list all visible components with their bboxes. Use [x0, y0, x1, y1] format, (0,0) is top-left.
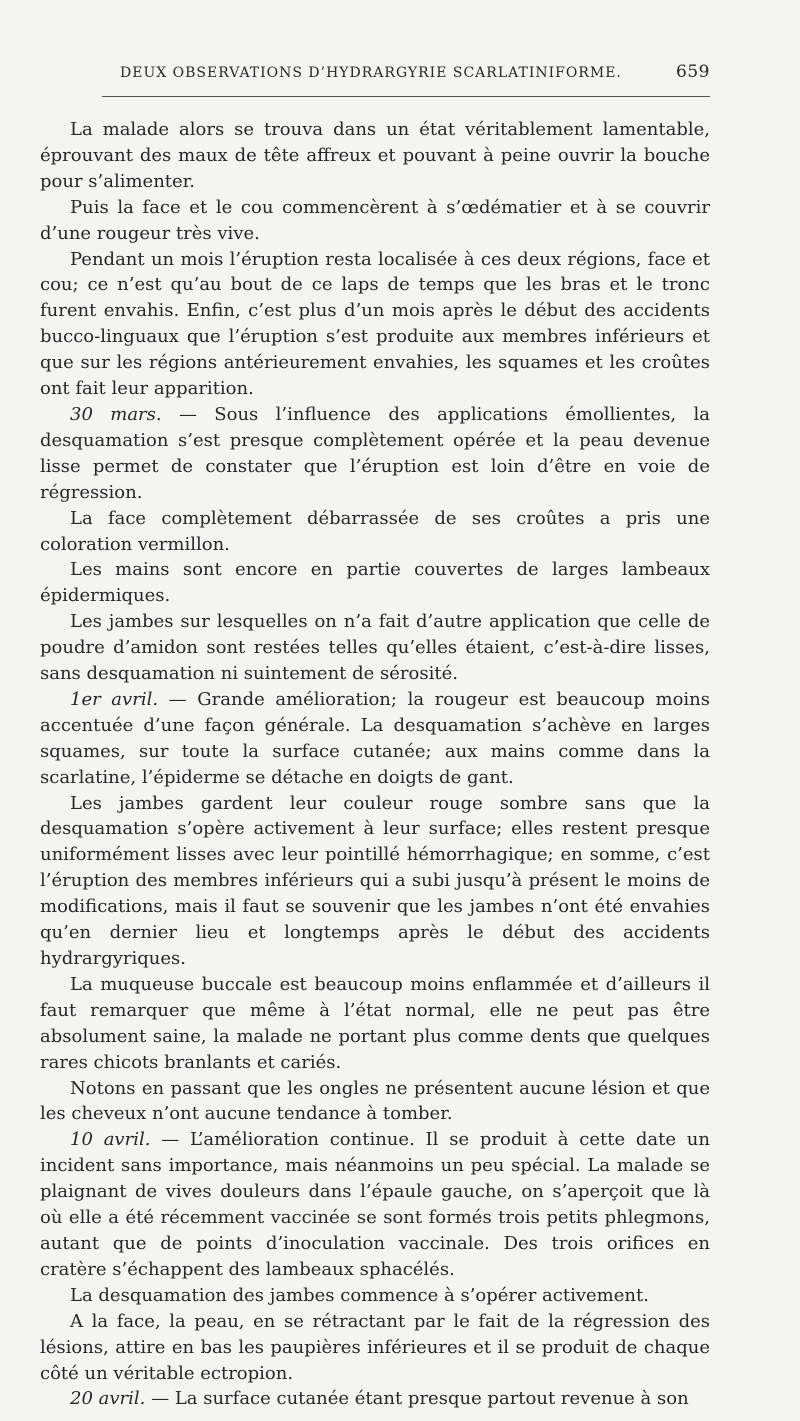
paragraph: Les mains sont encore en partie couvertes de larges lambeaux épidermiques. [40, 559, 710, 607]
paragraph: La malade alors se trouva dans un état véritablement lamentable, éprouvant des maux de tête affreux et pouvant à peine ouvrir la bouche pour s’alimenter. [40, 119, 710, 192]
paragraph: 1er avril. — Grande amélioration; la rougeur est beaucoup moins accentuée d’une façon générale. La desquamation s’achève en larges squames, sur toute la surface cutanée; aux mains comme dans la scarlatine, l’épiderme se détache en doigts de gant. [40, 688, 711, 788]
paragraph: 20 avril. — La surface cutanée étant presque partout revenue à son [70, 1388, 689, 1410]
entry-date: 10 avril. [70, 1129, 151, 1151]
paragraph: A la face, la peau, en se rétractant par le fait de la régression des lésions, attire en bas les paupières inférieures et il se produit de chaque côté un véritable ectropion. [40, 1310, 710, 1384]
paragraph: Les jambes sur lesquelles on n’a fait d’autre application que celle de poudre d’amidon sont restées telles qu’elles étaient, c’est-à-dire lisses, sans desquamation ni suintement de sérosité. [40, 611, 710, 685]
page-number: 659 [676, 62, 710, 82]
paragraph: Les jambes gardent leur couleur rouge sombre sans que la desquamation s’opère activement à leur surface; elles restent presque uniformément lisses avec leur pointillé hémorrhagique; en somme, c’est l’éruption des membres inférieurs qui a subi jusqu’à présent le moins de modifications, mais il faut se souvenir que les jambes n’ont été envahies qu’en dernier lieu et longtemps après le début des accidents hydrargyriques. [40, 792, 710, 969]
paragraph: La muqueuse buccale est beaucoup moins enflammée et d’ailleurs il faut remarquer que même à l’état normal, elle ne peut pas être absolument saine, la malade ne portant plus comme dents que quelques rares chicots branlants et cariés. [40, 973, 710, 1073]
entry-date: 20 avril. [70, 1388, 146, 1410]
paragraph: La desquamation des jambes commence à s’opérer activement. [70, 1284, 649, 1306]
header-title: DEUX OBSERVATIONS D’HYDRARGYRIE SCARLATINIFORME. [120, 65, 622, 81]
paragraph: Pendant un mois l’éruption resta localisée à ces deux régions, face et cou; ce n’est qu’au bout de ce laps de temps que les bras et le tronc furent envahis. Enfin, c’est plus d’un mois après le début des accidents bucco-linguaux que l’éruption s’est produite aux membres inférieurs et que sur les régions antérieurement envahies, les squames et les croûtes ont fait leur apparition. [40, 248, 710, 400]
header-rule [102, 96, 710, 97]
paragraph: 10 avril. — L’amélioration continue. Il se produit à cette date un incident sans importance, mais néanmoins un peu spécial. La malade se plaignant de vives douleurs dans l’épaule gauche, on s’aperçoit que là où elle a été récemment vaccinée se sont formés trois petits phlegmons, autant que de points d’inoculation vaccinale. Des trois orifices en cratère s’échappent des lambeaux sphacélés. [40, 1129, 710, 1280]
paragraph: Puis la face et le cou commencèrent à s’œdématier et à se couvrir d’une rougeur très vive. [40, 196, 710, 244]
entry-date: 1er avril. [70, 688, 159, 710]
body-text [40, 117, 710, 1412]
paragraph: 30 mars. — Sous l’influence des applications émollientes, la desquamation s’est presque complètement opérée et la peau devenue lisse permet de constater que l’éruption est loin d’être en voie de régression. [40, 403, 710, 503]
paragraph: La face complètement débarrassée de ses croûtes a pris une coloration vermillon. [40, 507, 710, 555]
entry-date: 30 mars. [70, 403, 162, 425]
paragraph: Notons en passant que les ongles ne présentent aucune lésion et que les cheveux n’ont aucune tendance à tomber. [40, 1077, 710, 1125]
running-header [40, 62, 710, 82]
